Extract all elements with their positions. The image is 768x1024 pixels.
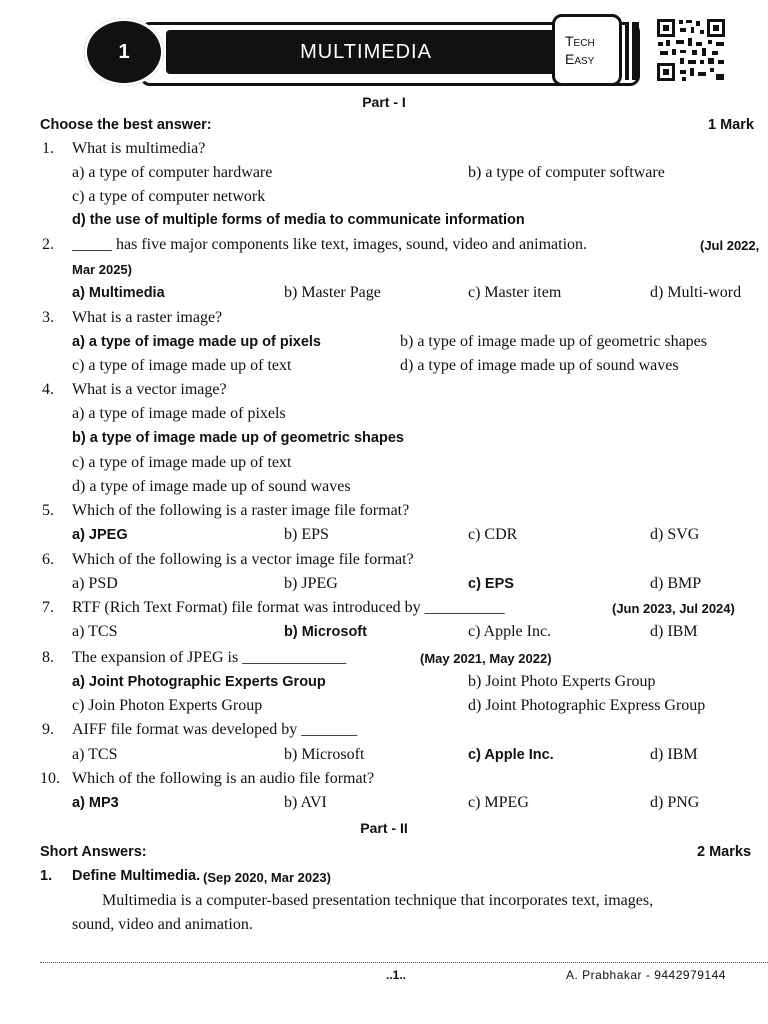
options-row xyxy=(0,478,768,502)
options-row xyxy=(0,526,768,550)
chapter-number-badge xyxy=(84,18,164,86)
options-row xyxy=(0,673,768,697)
question-number: 8. xyxy=(42,649,54,666)
question-number: 1. xyxy=(42,140,54,157)
option-d: d) BMP xyxy=(650,575,702,592)
chapter-header xyxy=(84,14,644,90)
options-row xyxy=(0,454,768,478)
option-b: b) JPEG xyxy=(284,575,338,592)
options-row xyxy=(0,212,768,236)
section-heading-row xyxy=(0,844,768,868)
question-3 xyxy=(0,309,768,333)
answer-text: sound, video and animation. xyxy=(72,916,253,933)
part-2-title: Part - II xyxy=(360,820,408,836)
exam-reference: Mar 2025) xyxy=(72,262,132,277)
option-d: d) SVG xyxy=(650,526,700,543)
question-2 xyxy=(0,236,768,260)
chapter-title: MULTIMEDIA xyxy=(300,40,432,63)
question-text: Define Multimedia. xyxy=(72,868,201,884)
qr-code-icon xyxy=(656,18,726,82)
question-9 xyxy=(0,721,768,745)
question-6 xyxy=(0,551,768,575)
option-a: a) a type of image made of pixels xyxy=(72,405,286,422)
brand-line-2: Easy xyxy=(565,51,595,67)
author-contact: A. Prabhakar - 9442979144 xyxy=(566,968,726,982)
question-number: 7. xyxy=(42,599,54,616)
option-b: b) Microsoft xyxy=(284,746,365,763)
option-d: d) IBM xyxy=(650,746,698,763)
option-b: b) Master Page xyxy=(284,284,381,301)
footer xyxy=(0,968,768,992)
answer-text: Multimedia is a computer-based presentation technique that incorporates text, images, xyxy=(102,892,654,909)
question-text: Which of the following is a vector image file format? xyxy=(72,551,414,568)
short-question-1 xyxy=(0,868,768,892)
question-text: What is multimedia? xyxy=(72,140,206,157)
option-a-answer: a) JPEG xyxy=(72,527,128,543)
option-b-answer: b) a type of image made up of geometric shapes xyxy=(72,430,404,446)
option-b: b) EPS xyxy=(284,526,329,543)
options-row xyxy=(0,794,768,818)
exam-reference: (Sep 2020, Mar 2023) xyxy=(203,870,331,885)
question-text: The expansion of JPEG is _____________ xyxy=(72,649,347,666)
question-8 xyxy=(0,649,768,673)
question-text: What is a raster image? xyxy=(72,309,223,326)
option-b: b) AVI xyxy=(284,794,327,811)
option-c: c) Master item xyxy=(468,284,562,301)
options-row xyxy=(0,746,768,770)
option-c: c) MPEG xyxy=(468,794,529,811)
section-heading-row xyxy=(0,117,768,141)
option-b: b) a type of image made up of geometric shapes xyxy=(400,333,707,350)
part-1-title: Part - I xyxy=(362,94,406,110)
options-row xyxy=(0,333,768,357)
exam-reference: (Jul 2022, xyxy=(700,238,760,253)
question-text: Which of the following is a raster image file format? xyxy=(72,502,410,519)
question-text: What is a vector image? xyxy=(72,381,227,398)
question-1 xyxy=(0,140,768,164)
brand-logo xyxy=(552,14,622,86)
option-a: a) a type of computer hardware xyxy=(72,164,273,181)
option-a-answer: a) MP3 xyxy=(72,795,119,811)
option-d: d) a type of image made up of sound waves xyxy=(400,357,679,374)
exam-reference: (Jun 2023, Jul 2024) xyxy=(612,601,735,616)
options-row xyxy=(0,405,768,429)
brand-line-1: Tech xyxy=(565,32,595,49)
question-10 xyxy=(0,770,768,794)
option-d: d) Multi-word xyxy=(650,284,742,301)
option-a-answer: a) a type of image made up of pixels xyxy=(72,334,321,350)
question-number: 1. xyxy=(40,868,53,884)
question-text: AIFF file format was developed by _______ xyxy=(72,721,358,738)
option-c: c) Apple Inc. xyxy=(468,623,552,640)
question-number: 4. xyxy=(42,381,54,398)
options-row xyxy=(0,623,768,647)
question-2-ref-cont xyxy=(0,260,768,284)
options-row xyxy=(0,575,768,599)
chapter-number: 1 xyxy=(118,40,130,63)
question-5 xyxy=(0,502,768,526)
section-marks: 1 Mark xyxy=(708,117,754,133)
option-d: d) a type of image made up of sound waves xyxy=(72,478,351,495)
question-4 xyxy=(0,381,768,405)
option-d: d) IBM xyxy=(650,623,698,640)
option-c: c) CDR xyxy=(468,526,518,543)
section-marks: 2 Marks xyxy=(697,844,752,860)
brand-stripes xyxy=(625,22,639,80)
footer-divider xyxy=(40,962,768,963)
question-number: 3. xyxy=(42,309,54,326)
option-a-answer: a) Joint Photographic Experts Group xyxy=(72,674,326,690)
option-d: d) Joint Photographic Express Group xyxy=(468,697,706,714)
question-text: _____ has five major components like text, images, sound, video and animation. xyxy=(72,236,588,253)
question-7 xyxy=(0,599,768,623)
option-a: a) PSD xyxy=(72,575,118,592)
options-row xyxy=(0,164,768,188)
option-c-answer: c) Apple Inc. xyxy=(468,747,554,763)
options-row xyxy=(0,430,768,454)
option-d-answer: d) the use of multiple forms of media to communicate information xyxy=(72,212,525,228)
options-row xyxy=(0,188,768,212)
option-c: c) a type of computer network xyxy=(72,188,266,205)
option-b-answer: b) Microsoft xyxy=(284,624,367,640)
option-c-answer: c) EPS xyxy=(468,576,514,592)
question-text: RTF (Rich Text Format) file format was introduced by __________ xyxy=(72,599,505,616)
option-c: c) Join Photon Experts Group xyxy=(72,697,263,714)
option-b: b) Joint Photo Experts Group xyxy=(468,673,656,690)
exam-reference: (May 2021, May 2022) xyxy=(420,651,552,666)
option-a: a) TCS xyxy=(72,746,118,763)
question-number: 6. xyxy=(42,551,54,568)
option-a-answer: a) Multimedia xyxy=(72,285,165,301)
options-row xyxy=(0,357,768,381)
question-number: 10. xyxy=(40,770,60,787)
option-c: c) a type of image made up of text xyxy=(72,454,292,471)
chapter-title-bar xyxy=(166,30,566,74)
section-instruction: Short Answers: xyxy=(40,844,147,860)
option-c: c) a type of image made up of text xyxy=(72,357,292,374)
options-row xyxy=(0,284,768,308)
options-row xyxy=(0,697,768,721)
question-number: 2. xyxy=(42,236,54,253)
question-text: Which of the following is an audio file format? xyxy=(72,770,375,787)
option-d: d) PNG xyxy=(650,794,700,811)
page-number: ..1.. xyxy=(386,968,407,982)
answer-line xyxy=(0,916,768,940)
section-instruction: Choose the best answer: xyxy=(40,117,212,133)
answer-line xyxy=(0,892,768,916)
question-number: 9. xyxy=(42,721,54,738)
option-b: b) a type of computer software xyxy=(468,164,665,181)
option-a: a) TCS xyxy=(72,623,118,640)
question-number: 5. xyxy=(42,502,54,519)
